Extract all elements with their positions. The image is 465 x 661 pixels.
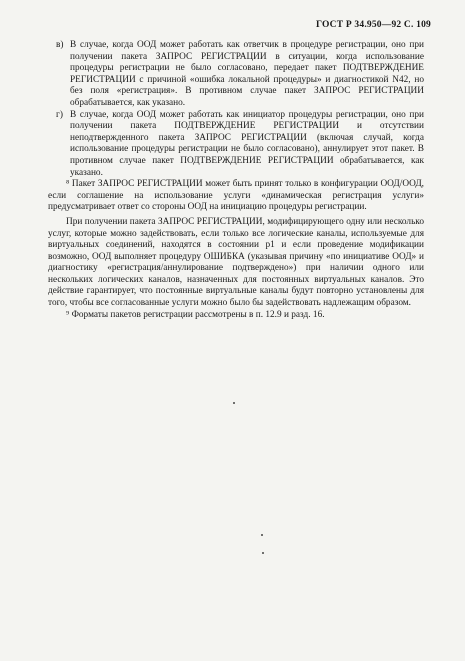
- list-item-marker: г): [56, 109, 63, 120]
- scan-speck: [233, 402, 235, 404]
- list-item-v: [48, 40, 424, 110]
- list-item-text: В случае, когда ООД может работать как инициатор процедуры регистрации, оно при получении пакета ПОДТВЕРЖДЕНИЕ РЕГИСТРАЦИИ и отсутствии неподтвержденного пакета ЗАПРОС РЕГИСТРАЦИИ (включая случай, когда использование процедуры регистрации не было согласовано), аннулирует этот пакет. В противном случае пакет ПОДТВЕРЖДЕНИЕ РЕГИСТРАЦИИ обрабатывается, как указано.: [70, 109, 424, 178]
- list-item-marker: в): [56, 40, 64, 50]
- footnote-9: ⁹ Форматы пакетов регистрации рассмотрены в п. 12.9 и разд. 16.: [66, 309, 325, 320]
- document-body: [48, 40, 424, 321]
- body-paragraph: При получении пакета ЗАПРОС РЕГИСТРАЦИИ, модифицирующего одну или несколько услуг, которые можно задействовать, если только все логические каналы, используемые для виртуальных соединений, находятся в состоянии p1 и если проведение модификации возможно, ООД выполняет процедуру ОШИБКА (указывая причину «по инициативе ООД» и диагностику «регистрация/аннулирование подтверждено») при наличии одного или нескольких логических каналов, назначенных для постоянных виртуальных каналов. Это действие гарантирует, что постоянные виртуальные каналы будут повторно установлены для того, чтобы все согласованные услуги можно было бы задействовать надлежащим образом.: [48, 216, 424, 309]
- scan-speck: [262, 552, 264, 554]
- footnote-8: ⁸ Пакет ЗАПРОС РЕГИСТРАЦИИ может быть принят только в конфигурации ООД/ООД, если соглашение на использование услуги «динамическая регистрация услуги» предусматривает ответ со стороны ООД на инициацию процедуры регистрации.: [48, 179, 424, 213]
- list-item-g: [48, 110, 424, 180]
- page-header: ГОСТ Р 34.950—92 С. 109: [315, 20, 431, 30]
- scan-speck: [261, 534, 263, 536]
- list-item-text: В случае, когда ООД может работать как ответчик в процедуре регистрации, оно при получении пакета ЗАПРОС РЕГИСТРАЦИИ в ситуации, когда использование процедуры регистрации не было согласовано, передает пакет ПОДТВЕРЖДЕНИЕ РЕГИСТРАЦИИ с причиной «ошибка локальной процедуры» и диагностикой N42, но без поля «регистрация». В противном случае пакет ЗАПРОС РЕГИСТРАЦИИ обрабатывается, как указано.: [70, 40, 424, 108]
